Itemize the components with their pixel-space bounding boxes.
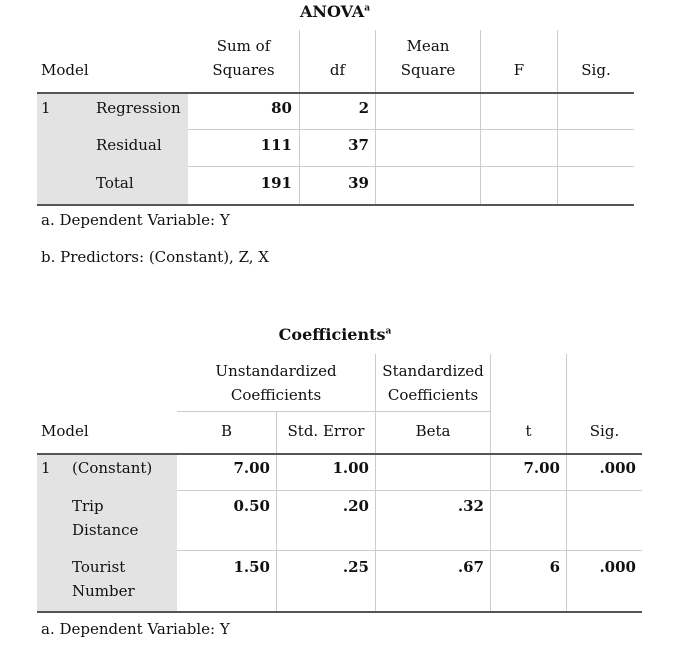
coef-column-divider — [276, 455, 277, 612]
coef-header-std-line1: Standardized — [382, 362, 484, 380]
coefficients-title-superscript: a — [385, 326, 392, 337]
coef-header-std-error: Std. Error — [287, 422, 365, 440]
coef-header-t: t — [525, 422, 532, 440]
coef-b-value: 1.50 — [233, 558, 270, 576]
anova-ss-value: 111 — [260, 136, 292, 154]
anova-df-value: 2 — [358, 99, 369, 117]
anova-df-value: 37 — [348, 136, 369, 154]
anova-header-df: df — [329, 61, 346, 79]
anova-header-ms-line1: Mean — [406, 37, 450, 55]
coef-column-divider — [375, 455, 376, 612]
anova-header-sig: Sig. — [581, 61, 611, 79]
coef-se-value: .20 — [342, 497, 369, 515]
coef-b-value: 0.50 — [233, 497, 270, 515]
anova-row-rule — [188, 129, 634, 130]
coef-header-rule — [37, 453, 642, 455]
coef-column-divider — [490, 455, 491, 612]
coef-t-value: 6 — [549, 558, 560, 576]
anova-bottom-rule — [37, 204, 634, 206]
coef-row-label-line1: Trip — [72, 497, 104, 515]
anova-footnote-a: a. Dependent Variable: Y — [41, 211, 230, 229]
coef-header-std-line2: Coefficients — [387, 386, 479, 404]
coef-sig-value: .000 — [599, 459, 636, 477]
anova-header-model: Model — [41, 61, 89, 79]
coef-row-label-line2: Distance — [72, 521, 139, 539]
coef-model-number: 1 — [41, 459, 51, 477]
coef-bottom-rule — [37, 611, 642, 613]
anova-row-label: Total — [96, 174, 134, 192]
coef-row-label-line1: Tourist — [72, 558, 126, 576]
anova-column-divider — [480, 94, 481, 205]
coef-header-unstd-line1: Unstandardized — [215, 362, 337, 380]
coef-se-value: 1.00 — [332, 459, 369, 477]
anova-title-text: ANOVA — [299, 2, 365, 21]
anova-row-rule — [188, 166, 634, 167]
anova-row-label: Residual — [96, 136, 162, 154]
coef-row-label-line2: Number — [72, 582, 135, 600]
coef-header-beta: Beta — [415, 422, 451, 440]
anova-header-ms-line2: Square — [400, 61, 456, 79]
coef-se-value: .25 — [342, 558, 369, 576]
anova-column-divider — [375, 94, 376, 205]
coefficients-footnote-a: a. Dependent Variable: Y — [41, 620, 230, 638]
coefficients-title — [240, 325, 430, 344]
anova-header-rule — [37, 92, 634, 94]
anova-header-ss-line2: Squares — [212, 61, 275, 79]
anova-column-divider — [557, 94, 558, 205]
coef-t-value: 7.00 — [523, 459, 560, 477]
anova-df-value: 39 — [348, 174, 369, 192]
coef-header-unstd-line2: Coefficients — [230, 386, 322, 404]
anova-title — [240, 2, 430, 21]
anova-model-number: 1 — [41, 99, 51, 117]
anova-title-superscript: a — [364, 3, 371, 14]
coef-sig-value: .000 — [599, 558, 636, 576]
coefficients-title-text: Coefficients — [278, 325, 386, 344]
anova-ss-value: 80 — [271, 99, 292, 117]
coef-b-value: 7.00 — [233, 459, 270, 477]
coef-group-header-rule — [177, 411, 490, 412]
coef-header-b: B — [220, 422, 233, 440]
coef-row-label: (Constant) — [72, 459, 153, 477]
coef-row-rule — [177, 550, 642, 551]
coef-column-divider — [566, 455, 567, 612]
coef-beta-value: .67 — [457, 558, 484, 576]
anova-ss-value: 191 — [260, 174, 292, 192]
anova-row-label: Regression — [96, 99, 181, 117]
anova-footnote-b: b. Predictors: (Constant), Z, X — [41, 248, 269, 266]
coef-header-sig: Sig. — [589, 422, 620, 440]
anova-header-f: F — [513, 61, 525, 79]
coef-header-model: Model — [41, 422, 89, 440]
coef-row-rule — [177, 490, 642, 491]
coef-beta-value: .32 — [457, 497, 484, 515]
anova-header-ss-line1: Sum of — [216, 37, 271, 55]
